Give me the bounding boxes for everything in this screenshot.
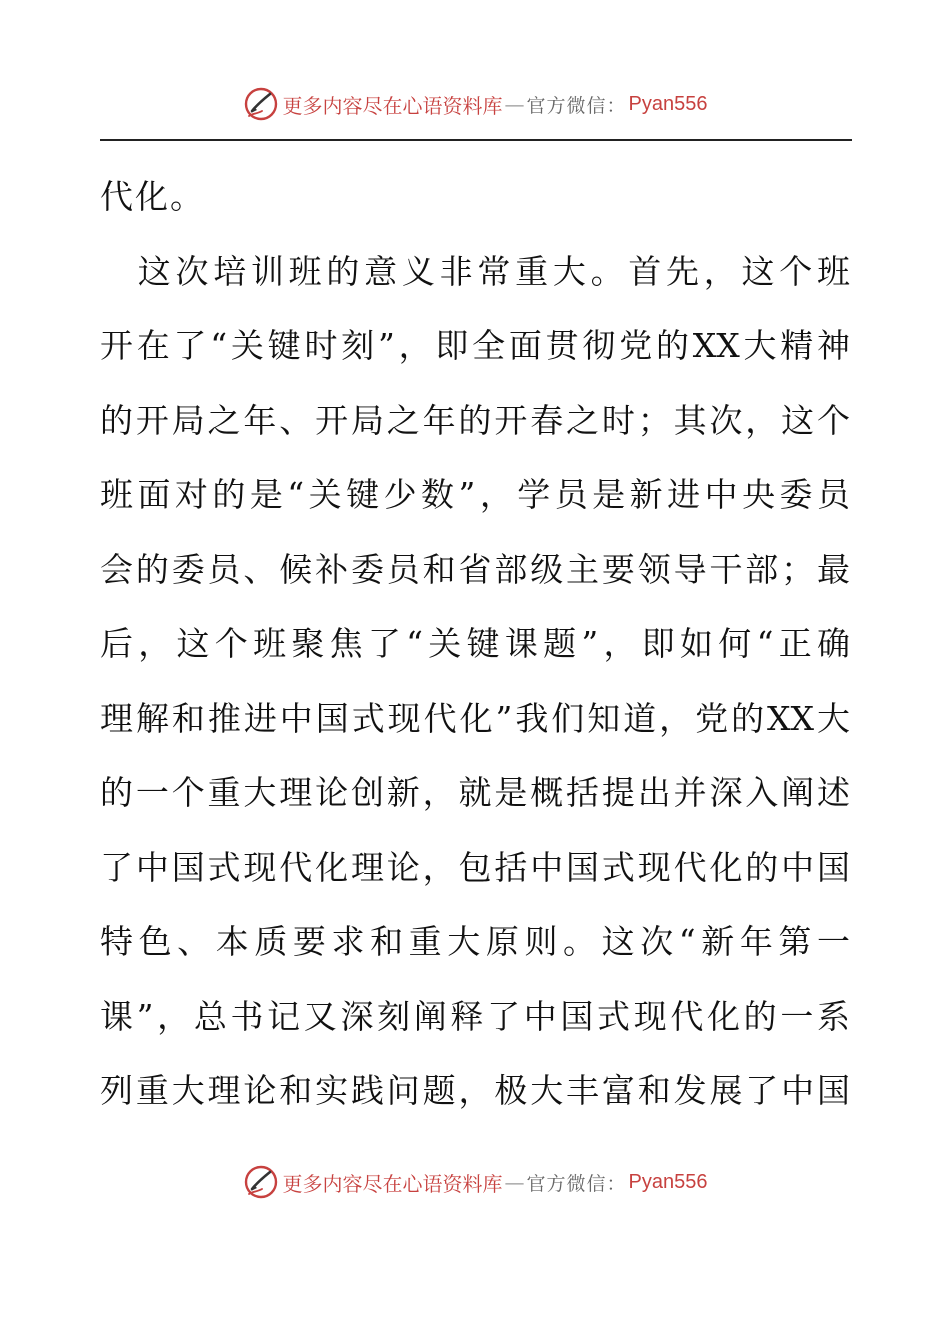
body-line: 理解和推进中国式现代化”我们知道，党的XX大 [100,698,850,738]
header-banner [0,84,950,124]
body-line: 这次培训班的意义非常重大。首先，这个班 [100,251,850,291]
pen-logo-icon [243,1164,279,1200]
footer-banner [0,1162,950,1202]
header-divider [100,139,852,141]
footer-banner-dash: — [504,1170,525,1194]
header-banner-label: 官方微信： [526,94,627,117]
body-line: 后，这个班聚焦了“关键课题”，即如何“正确 [100,624,850,663]
header-banner-wechat-id: Pyan556 [628,92,708,115]
body-line: 列重大理论和实践问题，极大丰富和发展了中国 [100,1071,850,1110]
document-body [100,160,850,1129]
body-line: 的开局之年、开局之年的开春之时；其次，这个 [100,400,850,440]
header-banner-title: 更多内容尽在心语资料库 [282,93,503,118]
body-line: 课”，总书记又深刻阐释了中国式现代化的一系 [100,996,850,1036]
body-line: 的一个重大理论创新，就是概括提出并深入阐述 [100,773,850,812]
body-line: 代化。 [100,177,205,216]
footer-banner-label: 官方微信： [526,1172,627,1195]
body-line: 开在了“关键时刻”，即全面贯彻党的XX大精神 [100,326,850,365]
body-line: 班面对的是“关键少数”，学员是新进中央委员 [100,475,850,514]
body-line: 了中国式现代化理论，包括中国式现代化的中国 [100,847,850,887]
pen-logo-icon [243,86,279,122]
header-banner-dash: — [504,92,525,116]
body-line: 会的委员、候补委员和省部级主要领导干部；最 [100,549,850,589]
footer-banner-title: 更多内容尽在心语资料库 [282,1171,503,1196]
body-line: 特色、本质要求和重大原则。这次“新年第一 [100,922,850,961]
footer-banner-wechat-id: Pyan556 [628,1170,708,1193]
